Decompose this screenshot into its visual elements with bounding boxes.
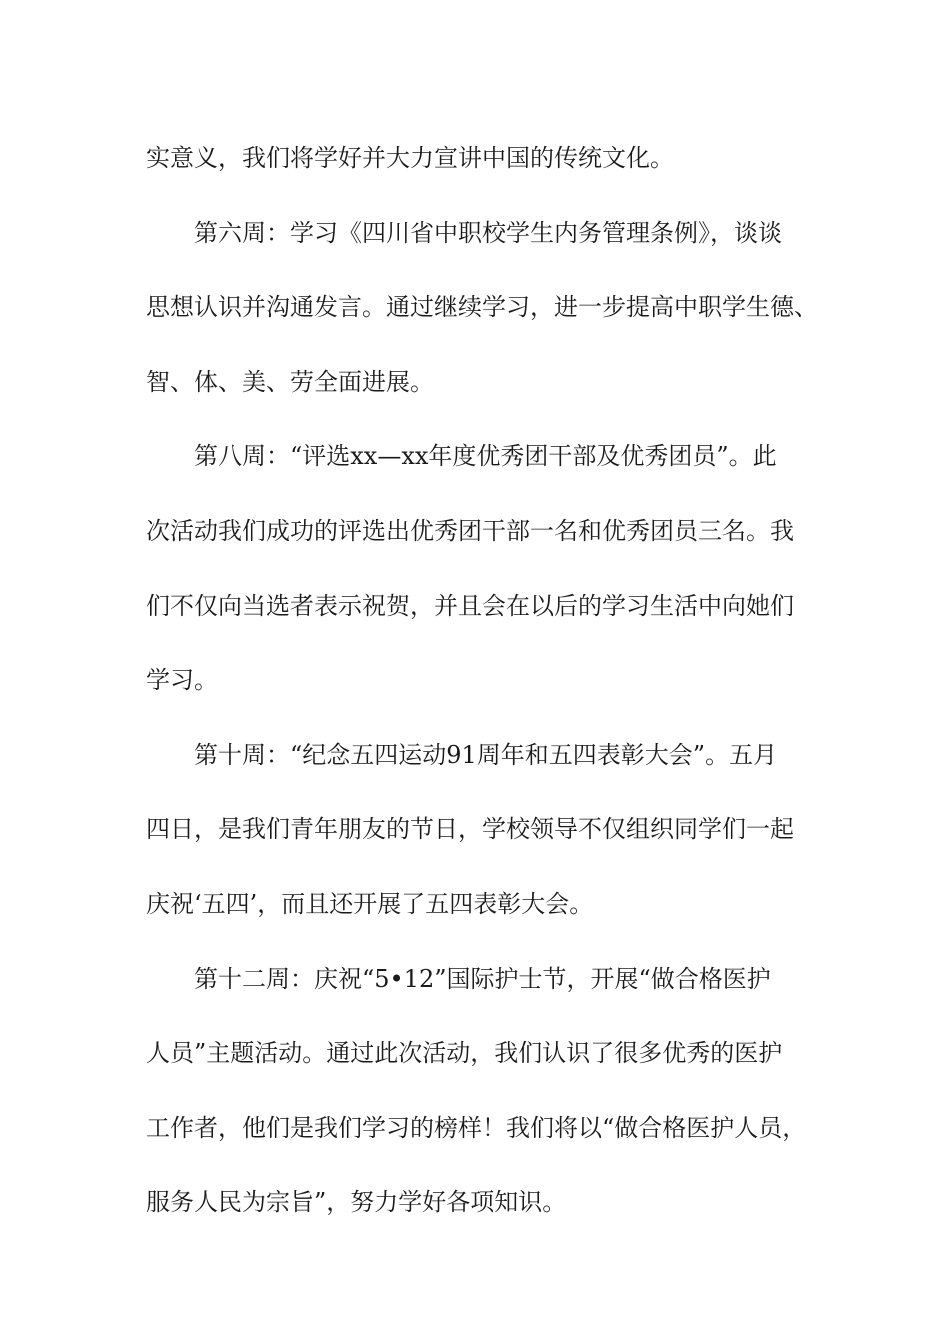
text-line: 人员”主题活动。通过此次活动，我们认识了很多优秀的医护	[146, 1039, 783, 1068]
text-line: 庆祝‘五四’，而且还开展了五四表彰大会。	[146, 889, 594, 918]
text-line: 实意义，我们将学好并大力宣讲中国的传统文化。	[146, 144, 674, 172]
text-line: 智、体、美、劳全面进展。	[146, 367, 434, 396]
text-line: 思想认识并沟通发言。通过继续学习，进一步提高中职学生德、	[146, 293, 818, 322]
text-line: 们不仅向当选者表示祝贺，并且会在以后的学习生活中向她们	[146, 591, 794, 620]
paragraph-first-line: 第十周：“纪念五四运动91周年和五四表彰大会”。五月	[194, 740, 778, 769]
paragraph-first-line: 第八周：“评选xx—xx年度优秀团干部及优秀团员”。此	[194, 442, 777, 471]
text-line: 四日，是我们青年朋友的节日，学校领导不仅组织同学们一起	[146, 815, 794, 844]
text-line: 服务人民为宗旨”，努力学好各项知识。	[146, 1188, 567, 1217]
text-line: 次活动我们成功的评选出优秀团干部一名和优秀团员三名。我	[146, 516, 794, 545]
text-line: 学习。	[146, 666, 218, 695]
paragraph-first-line: 第十二周：庆祝“5•12”国际护士节，开展“做合格医护	[194, 964, 771, 993]
text-line: 工作者，他们是我们学习的榜样！我们将以“做合格医护人员，	[146, 1113, 807, 1142]
document-body	[146, 121, 826, 1240]
paragraph-first-line: 第六周：学习《四川省中职校学生内务管理条例》，谈谈	[194, 218, 782, 247]
